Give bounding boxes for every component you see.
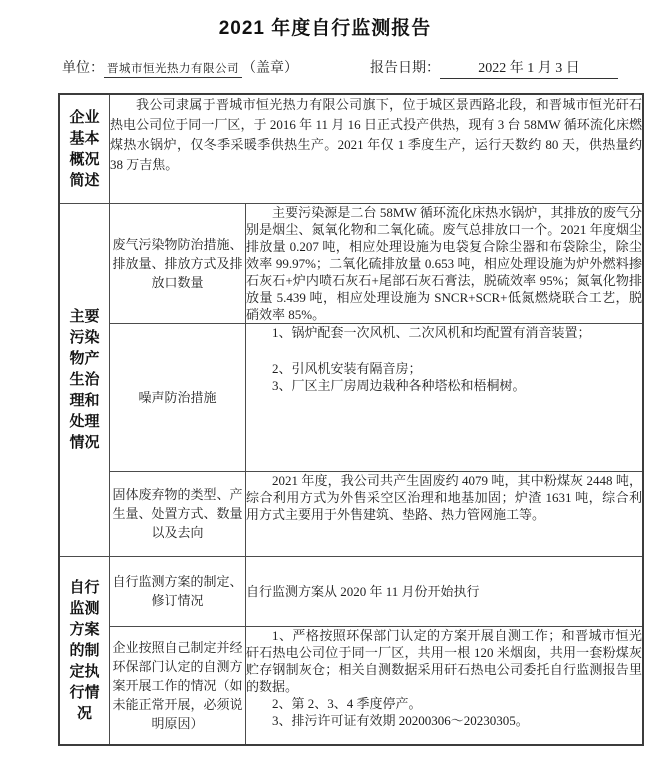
monitoring-implementation-content [246,626,644,745]
unit-name: 晋城市恒光热力有限公司 [104,60,242,78]
row-monitoring-implementation [59,626,643,745]
solid-waste-label: 固体废弃物的类型、产生量、处置方式、数量以及去向 [110,471,246,556]
row-solid-waste [59,471,643,556]
implementation-item: 2、第 2、3、4 季度停产。 [272,695,422,711]
row-waste-gas [59,203,643,323]
implementation-item: 1、严格按照环保部门认定的方案开展自测工作；和晋城市恒光矸石热电公司位于同一厂区，共用一根 120 米烟囱，共用一套粉煤灰贮存钢制灰仓；相关自测数据采用矸石热电公司委托自行监测报告里的数据。 [246,627,642,694]
waste-gas-label: 废气污染物防治措施、排放量、排放方式及排放口数量 [110,203,246,323]
noise-content [246,323,644,471]
section-header-pollution: 主要污染物产生治理和处理情况 [59,203,110,556]
noise-label: 噪声防治措施 [110,323,246,471]
row-monitoring-plan [59,556,643,626]
monitoring-implementation-label: 企业按照自己制定并经环保部门认定的自测方案开展工作的情况（如未能正常开展，必须说明原因） [110,626,246,745]
unit-label: 单位： [62,61,104,76]
report-date-label: 报告日期： [370,61,440,76]
report-meta-line [62,57,650,79]
waste-gas-content: 主要污染源是二台 58MW 循环流化床热水锅炉，其排放的废气分别是烟尘、氮氧化物和二氧化硫。废气总排放口一个。2021 年度烟尘排放量 0.207 吨，相应处理设施为电袋复合除尘器和布袋除尘，除尘效率 99.97%；二氧化硫排放量 0.653 吨，相应处理设施为炉外燃料掺石灰石+炉内喷石灰石+尾部石灰石膏法，脱硫效率 95%；氮氧化物排放量 5.439 吨，相应处理设施为 SNCR+SCR+低氮燃烧联合工艺，脱硝效率 85%。 [246,204,642,322]
company-profile-content: 我公司隶属于晋城市恒光热力有限公司旗下，位于城区景西路北段，和晋城市恒光矸石热电公司位于同一厂区，于 2016 年 11 月 16 日正式投产供热，现有 3 台 58MW 循环流化床燃煤热水锅炉，仅冬季采暖季供热生产。2021 年仅 1 季度生产，运行天数约 80 天，供热量约 38 万吉焦。 [110,94,644,203]
seal-label: （盖章） [242,61,298,76]
noise-item: 2、引风机安装有隔音房； [272,360,422,376]
section-header-company-profile: 企业基本概况简述 [59,94,110,203]
solid-waste-content: 2021 年度，我公司共产生固废约 4079 吨，其中粉煤灰 2448 吨，综合利用方式为外售采空区治理和地基加固；炉渣 1631 吨，综合利用方式主要用于外售建筑、垫路、热力管网施工等。 [246,471,644,556]
monitoring-plan-label: 自行监测方案的制定、修订情况 [110,556,246,626]
date-group [370,57,618,79]
implementation-item: 3、排污许可证有效期 20200306～20230305。 [272,712,529,728]
monitoring-plan-content: 自行监测方案从 2020 年 11 月份开始执行 [246,556,644,626]
section-header-monitoring: 自行监测方案的制定执行情况 [59,556,110,745]
row-company-profile [59,94,643,203]
row-noise [59,323,643,471]
noise-item: 1、锅炉配套一次风机、二次风机和均配置有消音装置； [272,324,591,340]
report-date-value: 2022 年 1 月 3 日 [440,57,618,79]
noise-item: 3、厂区主厂房周边栽种各种塔松和梧桐树。 [272,377,526,393]
report-table [58,93,644,746]
report-title: 2021 年度自行监测报告 [218,18,432,39]
